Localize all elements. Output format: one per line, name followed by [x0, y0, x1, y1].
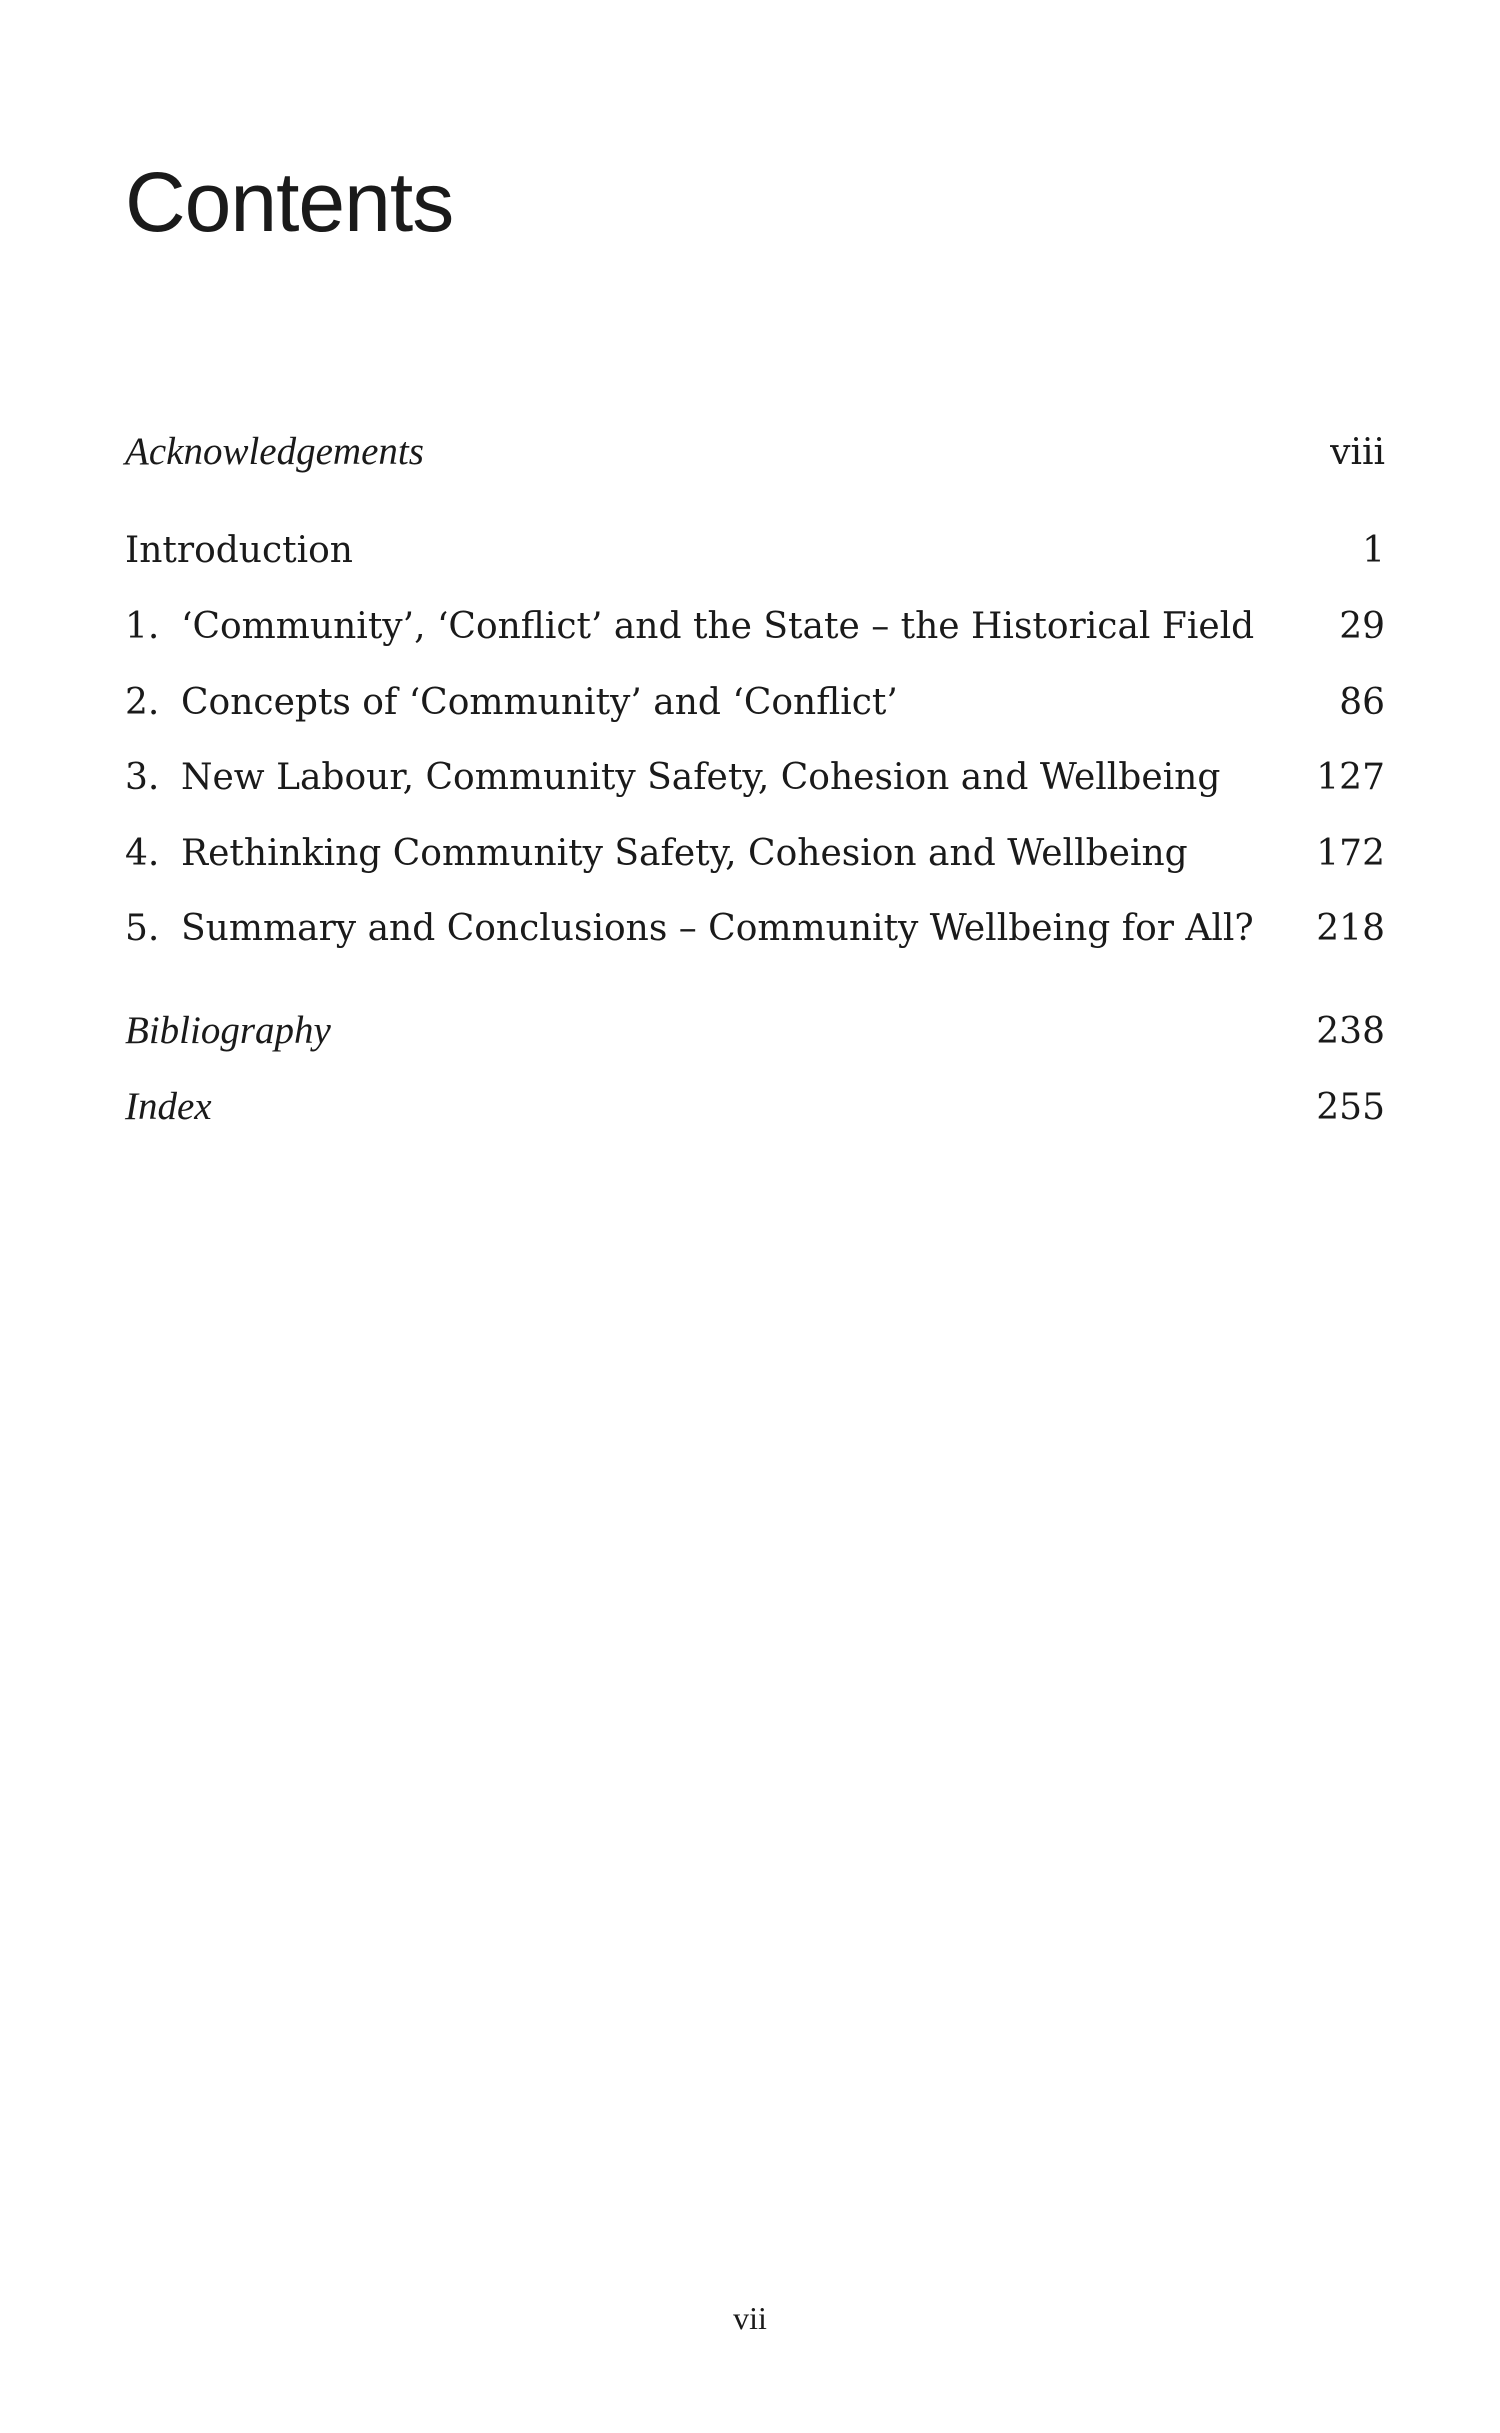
toc-entry-label: Index	[125, 1085, 212, 1128]
toc-entry-label: Acknowledgements	[125, 430, 424, 473]
toc-entry-chapter-2[interactable]	[125, 682, 1385, 723]
toc-entry-acknowledgements[interactable]	[125, 432, 1385, 471]
toc-entry-label	[125, 908, 1254, 949]
chapter-number: 4.	[125, 833, 160, 874]
toc-entry-chapter-4[interactable]	[125, 833, 1385, 874]
toc-entry-page: 127	[1316, 757, 1385, 798]
toc-entry-chapter-5[interactable]	[125, 908, 1385, 949]
chapter-title: Concepts of ‘Community’ and ‘Conflict’	[181, 682, 898, 723]
toc-entry-page: 172	[1316, 833, 1385, 874]
page-number: vii	[733, 2300, 767, 2336]
chapter-number: 2.	[125, 682, 160, 723]
page-title: Contents	[125, 155, 454, 249]
toc-entry-label	[125, 682, 898, 723]
toc-entry-page: 86	[1339, 682, 1385, 723]
toc-entry-page: 238	[1316, 1011, 1385, 1052]
toc-entry-label: Bibliography	[125, 1009, 331, 1052]
toc-entry-page: 255	[1316, 1087, 1385, 1128]
chapter-number: 3.	[125, 757, 160, 798]
chapter-title: Rethinking Community Safety, Cohesion and Wellbeing	[181, 833, 1188, 874]
toc-entry-index[interactable]	[125, 1087, 1385, 1126]
chapter-title: Summary and Conclusions – Community Wellbeing for All?	[181, 908, 1254, 949]
toc-entry-page: 218	[1316, 908, 1385, 949]
toc-entry-label	[125, 606, 1255, 647]
toc-entry-chapter-1[interactable]	[125, 606, 1385, 647]
chapter-number: 5.	[125, 908, 160, 949]
toc-entry-label	[125, 757, 1221, 798]
toc-entry-page: 29	[1339, 606, 1385, 647]
toc-entry-label	[125, 833, 1188, 874]
chapter-number: 1.	[125, 606, 160, 647]
toc-entry-page: viii	[1330, 432, 1385, 473]
toc-entry-chapter-3[interactable]	[125, 757, 1385, 798]
chapter-title: ‘Community’, ‘Conflict’ and the State – the Historical Field	[181, 606, 1255, 647]
toc-entry-introduction[interactable]	[125, 530, 1385, 571]
chapter-title: New Labour, Community Safety, Cohesion and Wellbeing	[181, 757, 1221, 798]
toc-entry-page: 1	[1362, 530, 1385, 571]
toc-entry-label: Introduction	[125, 530, 353, 571]
toc-entry-bibliography[interactable]	[125, 1011, 1385, 1050]
